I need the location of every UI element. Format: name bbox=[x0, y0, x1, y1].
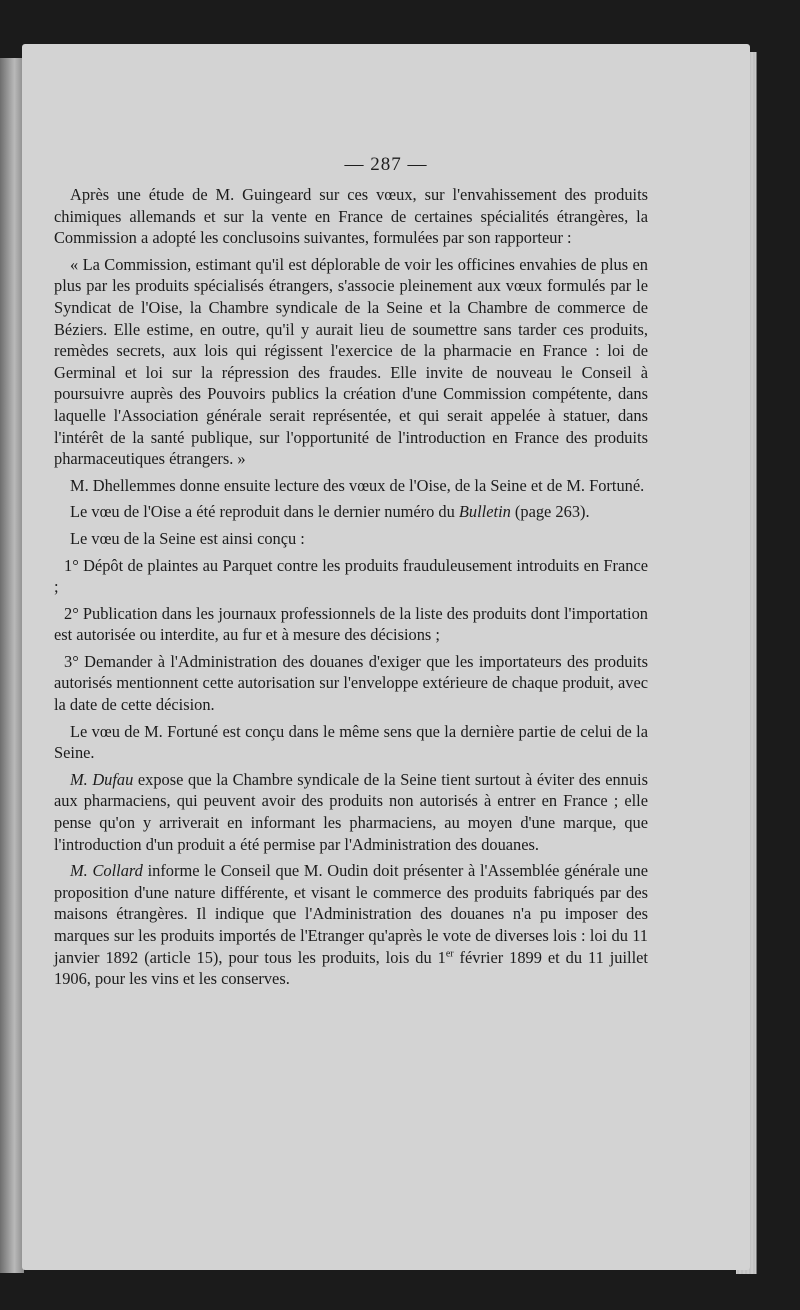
body-text bbox=[54, 184, 648, 990]
text-run: expose que la Chambre syndicale de la Seine tient surtout à éviter des ennuis aux pharmaciens, qui peuvent avoir des produits non autorisés à entrer en France ; elle pense qu'on y arriverait en informant les pharmaciens, au moyen d'une marque, que l'introduction d'un produit a été permise par l'Administration des douanes. bbox=[54, 769, 648, 854]
paragraph: Le vœu de M. Fortuné est conçu dans le même sens que la dernière partie de celui de la Seine. bbox=[54, 721, 648, 763]
text-run: informe le Conseil que M. Oudin doit présenter à l'Assemblée générale une proposition d'une nature différente, et visant le commerce des produits fabriqués par des maisons étrangères. Il indique que l'Administration des douanes n'a pu imposer des marques sur les produits importés de l'Etranger qu'après le vote de diverses lois : loi du 11 janvier 1892 (article 15), pour tous les produits, lois du 1 bbox=[54, 861, 649, 967]
paragraph bbox=[54, 501, 648, 523]
text-run: (page 263). bbox=[510, 502, 590, 522]
list-item: 2° Publication dans les journaux professionnels de la liste des produits dont l'importation est autorisée ou interdite, au fur et à mesure des décisions ; bbox=[54, 603, 648, 645]
paragraph bbox=[54, 769, 648, 855]
text-run: février 1899 et du 11 juillet 1906, pour les vins et les conserves. bbox=[54, 947, 648, 989]
paragraph: M. Dhellemmes donne ensuite lecture des vœux de l'Oise, de la Seine et de M. Fortuné. bbox=[70, 475, 645, 495]
facing-page-edge bbox=[0, 58, 24, 1273]
paragraph: Après une étude de M. Guingeard sur ces vœux, sur l'envahissement des produits chimiques allemands et sur la vente en France de certaines spécialités étrangères, la Commission a adopté les conclusoins suivantes, formulées par son rapporteur : bbox=[54, 185, 648, 248]
speaker-name: M. Collard bbox=[70, 861, 143, 881]
superscript: er bbox=[445, 948, 454, 960]
speaker-name: M. Dufau bbox=[70, 769, 134, 789]
list-item: 3° Demander à l'Administration des douanes d'exiger que les importateurs des produits autorisés mentionnent cette autorisation sur l'enveloppe extérieure de chaque produit, avec la date de cette décision. bbox=[54, 651, 648, 715]
list-item: 1° Dépôt de plaintes au Parquet contre les produits frauduleusement introduits en France ; bbox=[54, 555, 648, 597]
book-page bbox=[22, 44, 750, 1270]
bulletin-title: Bulletin bbox=[458, 502, 511, 522]
page-number: — 287 — bbox=[344, 154, 428, 175]
paragraph: « La Commission, estimant qu'il est déplorable de voir les officines envahies de plus en plus par les produits spécialisés étrangers, s'associe pleinement aux vœux formulés par le Syndicat de l'Oise, la Chambre syndicale de la Seine et la Chambre de commerce de Béziers. Elle estime, en outre, qu'il y aurait lieu de soumettre sans tarder ces produits, remèdes secrets, aux lois qui régissent l'exercice de la pharmacie en France : loi de Germinal et loi sur la répression des fraudes. Elle invite de nouveau le Conseil à poursuivre auprès des Pouvoirs publics la création d'une Commission compétente, dans laquelle l'Association générale serait représentée, et qui serait appelée à statuer, dans l'intérêt de la santé publique, sur l'opportunité de l'introduction en France des produits pharmaceutiques étrangers. » bbox=[54, 254, 648, 469]
paragraph bbox=[54, 860, 648, 990]
paragraph: Le vœu de la Seine est ainsi conçu : bbox=[70, 528, 305, 548]
text-run: Le vœu de l'Oise a été reproduit dans le dernier numéro du bbox=[70, 502, 459, 522]
